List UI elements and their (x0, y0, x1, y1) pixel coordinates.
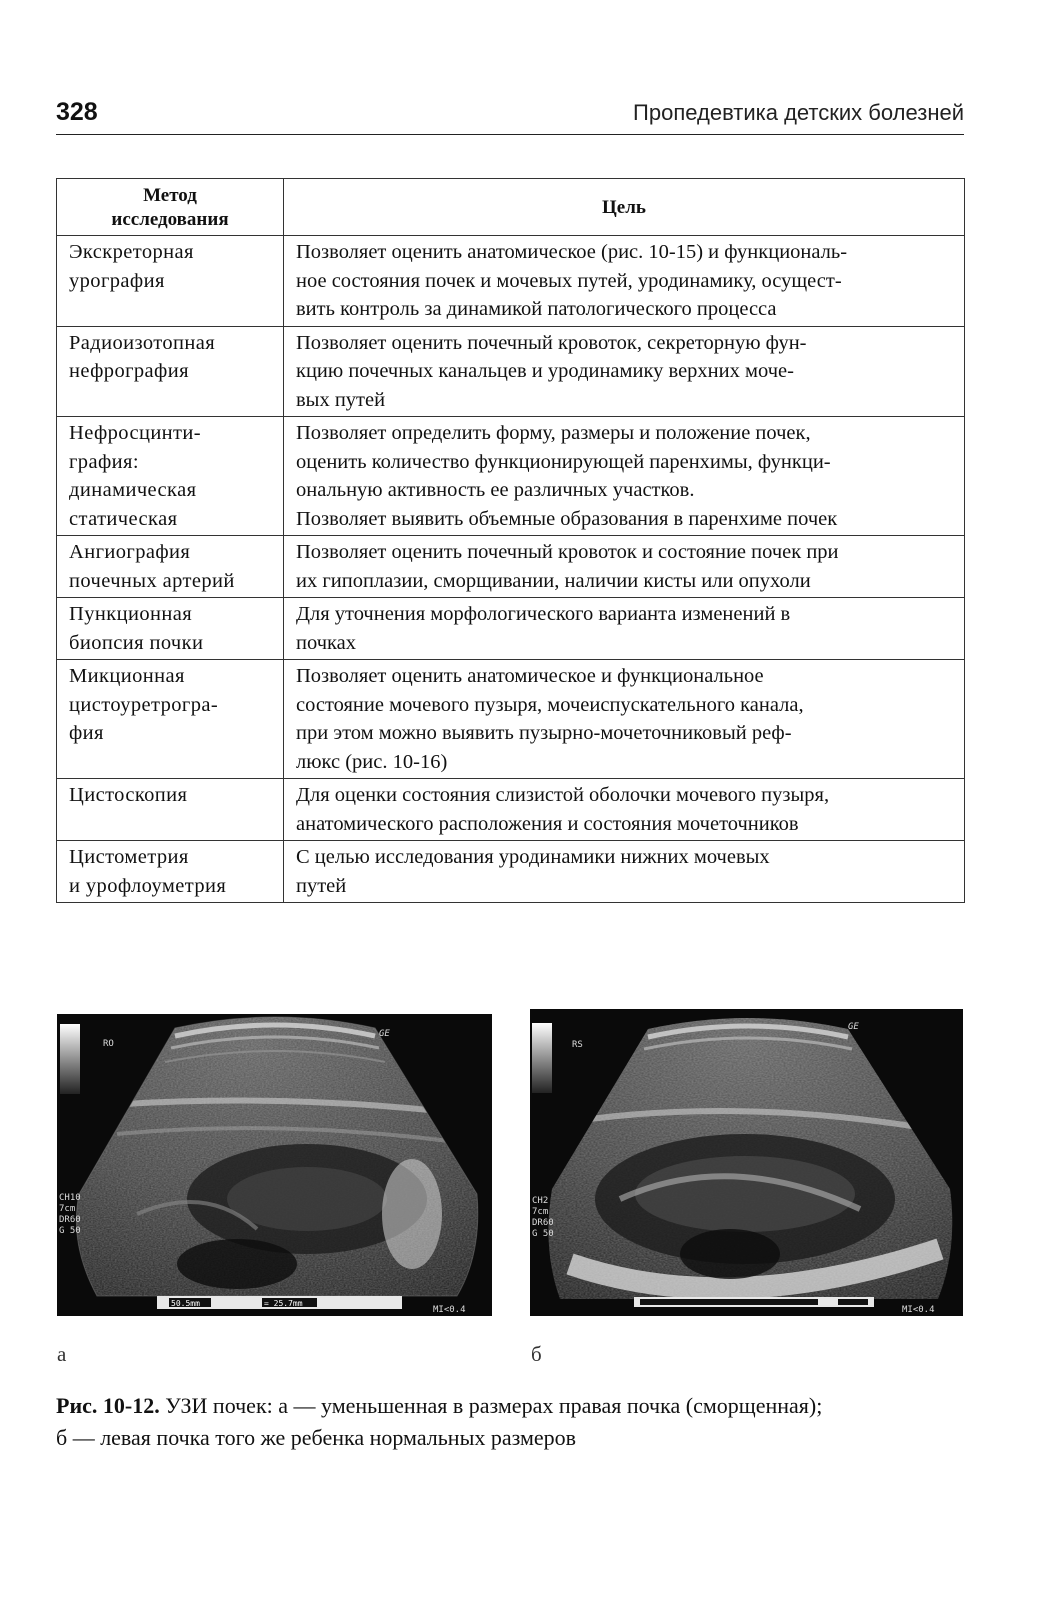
page-number: 328 (56, 98, 98, 126)
figure-caption (56, 1390, 964, 1454)
table-row (57, 326, 965, 417)
table-row (57, 598, 965, 660)
method-cell: Экскреторная урография (57, 236, 284, 327)
method-cell: Пункционная биопсия почки (57, 598, 284, 660)
table-row (57, 417, 965, 536)
method-cell: Цистометрия и урофлоуметрия (57, 841, 284, 903)
purpose-cell: Позволяет оценить анатомическое и функциональное состояние мочевого пузыря, мочеиспускательного канала, при этом можно выявить пузырно-мочеточниковый реф- люкс (рис. 10-16) (284, 660, 965, 779)
purpose-cell: Для оценки состояния слизистой оболочки мочевого пузыря, анатомического расположения и состояния мочеточников (284, 779, 965, 841)
figure-label: Рис. 10-12. (56, 1393, 160, 1418)
overlay-setting: DR60 (532, 1218, 554, 1228)
purpose-cell: Позволяет оценить анатомическое (рис. 10-15) и функциональ- ное состояния почек и мочевых путей, уродинамику, осущест- вить контроль за динамикой патологического процесса (284, 236, 965, 327)
method-cell: Радиоизотопная нефрография (57, 326, 284, 417)
overlay-corner-label: RO (103, 1039, 114, 1049)
overlay-measure: 50.5mm (171, 1299, 200, 1308)
overlay-setting: DR60 (59, 1215, 81, 1225)
purpose-cell: Позволяет определить форму, размеры и положение почек, оценить количество функционирующей паренхимы, функци- ональную активность ее различных участков. Позволяет выявить объемные образования в паренхиме почек (284, 417, 965, 536)
table-row (57, 660, 965, 779)
page-header (56, 94, 964, 135)
table-row (57, 536, 965, 598)
overlay-index: MI<0.4 (902, 1305, 935, 1315)
overlay-index: MI<0.4 (433, 1305, 466, 1315)
overlay-setting: G 50 (59, 1226, 81, 1236)
column-header-purpose: Цель (284, 179, 965, 236)
figure-caption-text: УЗИ почек: а — уменьшенная в размерах правая почка (сморщенная); б — левая почка того же ребенка нормальных размеров (56, 1393, 823, 1450)
table-row (57, 841, 965, 903)
method-cell: Нефросцинти- графия: динамическая статическая (57, 417, 284, 536)
overlay-brand-label: GE (379, 1029, 390, 1039)
ultrasound-image-a (57, 1014, 492, 1316)
purpose-cell: Позволяет оценить почечный кровоток и состояние почек при их гипоплазии, сморщивании, наличии кисты или опухоли (284, 536, 965, 598)
table-row (57, 236, 965, 327)
purpose-cell: Для уточнения морфологического варианта изменений в почках (284, 598, 965, 660)
overlay-measure: = 25.7mm (264, 1299, 303, 1308)
panel-label-a: а (57, 1342, 67, 1366)
methods-table (56, 178, 965, 903)
overlay-brand-label: GE (848, 1022, 859, 1032)
method-cell: Микционная цистоуретрогра- фия (57, 660, 284, 779)
overlay-setting: 7cm (532, 1207, 549, 1217)
overlay-setting: CH10 (59, 1193, 81, 1203)
overlay-setting: G 50 (532, 1229, 554, 1239)
purpose-cell: С целью исследования уродинамики нижних мочевых путей (284, 841, 965, 903)
table-header-row (57, 179, 965, 236)
column-header-method: Метод исследования (57, 179, 284, 236)
panel-label-b: б (531, 1342, 542, 1366)
method-cell: Цистоскопия (57, 779, 284, 841)
overlay-setting: CH2 (532, 1196, 549, 1206)
purpose-cell: Позволяет оценить почечный кровоток, секреторную фун- кцию почечных канальцев и уродинамику верхних моче- вых путей (284, 326, 965, 417)
overlay-setting: 7cm (59, 1204, 76, 1214)
method-cell: Ангиография почечных артерий (57, 536, 284, 598)
table-row (57, 779, 965, 841)
overlay-corner-label: RS (572, 1040, 583, 1050)
running-title: Пропедевтика детских болезней (633, 100, 964, 125)
ultrasound-image-b (530, 1009, 963, 1316)
